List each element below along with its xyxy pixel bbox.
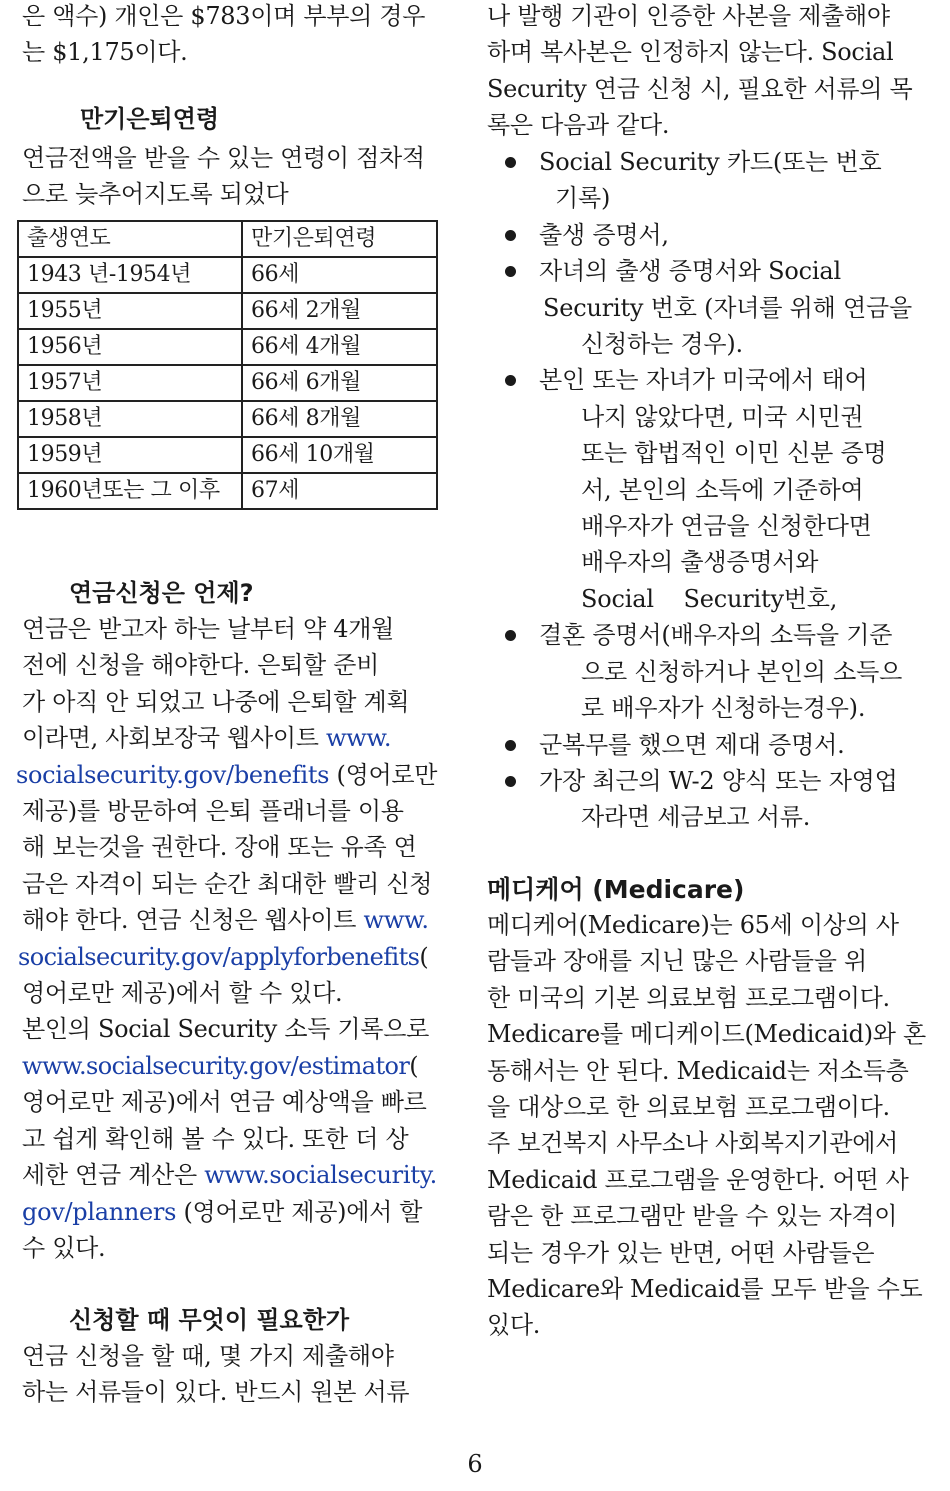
text-line: 을 대상으로 한 의료보험 프로그램이다. [487,1093,890,1122]
intro-paragraph [22,0,425,71]
text-line: Security 연금 신청 시, 필요한 서류의 목 [487,74,913,103]
text-line [22,1048,437,1084]
text-line [22,902,437,938]
text-segment: ( [409,1051,418,1080]
text-line: 기록) [555,184,611,213]
text-line: 군복무를 했으면 제대 증명서. [539,730,845,759]
text-line: 가 아직 안 되었고 나중에 은퇴할 계획 [22,687,410,716]
table-cell: 67세 [242,473,437,509]
when-to-apply-heading: 연금신청은 언제? [69,579,254,607]
table-cell: 1958년 [18,401,242,437]
estimator-link[interactable]: www.socialsecurity.gov/estimator [22,1051,410,1080]
table-cell: 1959년 [18,437,242,473]
text-line: 전에 신청을 해야한다. 은퇴할 준비 [22,651,380,680]
bullet-icon [505,157,516,168]
bullet-icon [505,630,516,641]
text-line: 람들과 장애를 지닌 많은 사람들을 위 [487,947,867,976]
list-item [487,144,927,217]
list-item [487,362,927,617]
text-line: 배우자의 출생증명서와 [581,548,819,577]
text-segment: (영어로만 [329,760,438,789]
text-line: 동해서는 안 된다. Medicaid는 저소득층 [487,1056,909,1085]
medicare-heading: 메디케어 (Medicare) [487,875,745,904]
text-line: 로 배우자가 신청하는경우). [581,694,866,723]
text-line: 되는 경우가 있는 반면, 어떤 사람들은 [487,1238,875,1267]
text-line: 영어로만 제공)에서 할 수 있다. [22,979,343,1008]
text-line: 배우자가 연금을 신청한다면 [581,512,872,541]
full-retirement-heading: 만기은퇴연령 [80,105,220,133]
table-cell: 66세 [242,257,437,293]
text-segment: 해야 한다. 연금 신청은 웹사이트 [22,906,364,935]
list-item [487,727,927,763]
text-line: 람은 한 프로그램만 받을 수 있는 자격이 [487,1202,898,1231]
text-segment: 이라면, 사회보장국 웹사이트 [22,724,326,753]
text-line: 나지 않았다면, 미국 시민권 [581,402,864,431]
text-line: 금은 자격이 되는 순간 최대한 빨리 신청 [22,869,433,898]
text-line: 신청하는 경우). [581,330,743,359]
text-line: Social Security번호, [581,584,838,613]
table-row [18,329,437,365]
text-line: 자라면 세금보고 서류. [581,803,811,832]
list-item [487,763,927,836]
bullet-icon [505,740,516,751]
text-line: 한 미국의 기본 의료보험 프로그램이다. [487,983,890,1012]
text-line: 제공)를 방문하여 은퇴 플래너를 이용 [22,797,404,826]
text-segment: ( [419,942,429,971]
benefits-link[interactable]: socialsecurity.gov/benefits [16,760,330,789]
apply-for-benefits-link[interactable]: socialsecurity.gov/applyforbenefits [18,942,420,971]
table-header-row [18,221,437,257]
text-line: 결혼 증명서(배우자의 소득을 기준 [539,621,893,650]
text-line: 출생 증명서, [539,220,669,249]
text-line [18,939,437,975]
list-item [487,617,927,726]
table-cell: 66세 2개월 [242,293,437,329]
list-item [487,253,927,362]
table-header-cell: 만기은퇴연령 [242,221,437,257]
text-line: 주 보건복지 사무소나 사회복지기관에서 [487,1129,899,1158]
text-line: Medicaid 프로그램을 운영한다. 어떤 사 [487,1165,909,1194]
bullet-icon [505,230,516,241]
table-header-cell: 출생연도 [18,221,242,257]
text-line: 있다. [487,1311,541,1340]
text-line [22,1194,437,1230]
bullet-icon [505,776,516,787]
text-line: 록은 다음과 같다. [487,111,670,140]
text-line: 고 쉽게 확인해 볼 수 있다. 또한 더 상 [22,1124,409,1153]
text-line: 자녀의 출생 증명서와 Social [539,257,841,286]
text-line: 연금은 받고자 하는 날부터 약 4개월 [22,615,394,643]
text-line: 는 $1,175이다. [22,38,188,67]
text-line [22,720,437,756]
table-row [18,257,437,293]
text-line: 해 보는것을 권한다. 장애 또는 유족 연 [22,833,417,862]
page-number: 6 [467,1450,483,1478]
text-line: 으로 늦추어지도록 되었다 [22,180,289,209]
text-segment: 세한 연금 계산은 [22,1161,205,1190]
text-line: Social Security 카드(또는 번호 [539,148,882,176]
text-line: 본인 또는 자녀가 미국에서 태어 [539,366,868,395]
what-needed-heading: 신청할 때 무엇이 필요한가 [69,1306,350,1334]
table-row [18,293,437,329]
table-cell: 66세 6개월 [242,365,437,401]
text-line: 하는 서류들이 있다. 반드시 원본 서류 [22,1378,410,1407]
bullet-icon [505,375,516,386]
apply-for-benefits-link[interactable]: www. [363,906,429,935]
text-line [22,1157,437,1193]
bullet-icon [505,266,516,277]
documents-intro-paragraph [487,0,912,144]
text-line: 연금 신청을 할 때, 몇 가지 제출해야 [22,1342,394,1370]
required-documents-list [487,144,927,836]
full-retirement-description [22,140,425,213]
text-line: Medicare를 메디케이드(Medicaid)와 혼 [487,1020,926,1049]
table-row [18,473,437,509]
medicare-paragraph [487,907,926,1344]
text-line: 영어로만 제공)에서 연금 예상액을 빠르 [22,1088,427,1117]
text-line: Medicare와 Medicaid를 모두 받을 수도 [487,1275,923,1304]
table-cell: 1957년 [18,365,242,401]
text-line: 본인의 Social Security 소득 기록으로 [22,1015,429,1044]
benefits-link[interactable]: www. [325,724,392,753]
text-line: 하며 복사본은 인정하지 않는다. Social [487,38,894,67]
table-cell: 1960년또는 그 이후 [18,473,242,509]
list-item [487,217,927,253]
table-cell: 1956년 [18,329,242,365]
text-segment: (영어로만 제공)에서 할 [176,1197,423,1226]
text-line: 수 있다. [22,1233,106,1262]
text-line: 서, 본인의 소득에 기준하여 [581,475,864,504]
text-line: 연금전액을 받을 수 있는 연령이 점차적 [22,144,425,172]
table-row [18,401,437,437]
planners-link[interactable]: www.socialsecurity. [204,1161,437,1190]
text-line [16,757,437,793]
text-line: 나 발행 기관이 인증한 사본을 제출해야 [487,2,890,30]
table-row [18,437,437,473]
text-line: 가장 최근의 W-2 양식 또는 자영업 [539,766,898,795]
table-cell: 66세 4개월 [242,329,437,365]
retirement-age-table [17,220,438,510]
table-cell: 66세 10개월 [242,437,437,473]
table-cell: 66세 8개월 [242,401,437,437]
text-line: 메디케어(Medicare)는 65세 이상의 사 [487,911,899,939]
text-line: 은 액수) 개인은 $783이며 부부의 경우 [22,2,426,30]
table-cell: 1943 년-1954년 [18,257,242,293]
text-line: 으로 신청하거나 본인의 소득으 [581,657,903,686]
table-cell: 1955년 [18,293,242,329]
when-to-apply-paragraph [16,611,438,1266]
planners-link[interactable]: gov/planners [22,1197,177,1226]
table-row [18,365,437,401]
text-line: 또는 합법적인 이민 신분 증명 [581,439,887,468]
text-line: Security 번호 (자녀를 위해 연금을 [543,293,913,322]
what-needed-paragraph [22,1338,409,1411]
